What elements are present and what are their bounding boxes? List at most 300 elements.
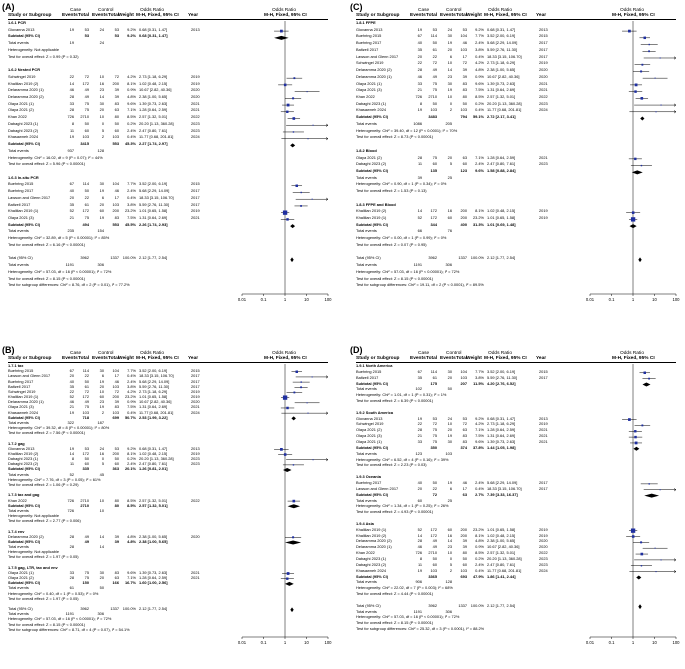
odds-ratio-value: 5.68 [2.29, 14.09] — [139, 378, 170, 384]
case-total: 53 — [432, 415, 437, 421]
table-row — [356, 528, 678, 532]
case-total: 75 — [432, 80, 437, 86]
case-total: 3962 — [428, 255, 437, 261]
case-total: 50 — [432, 100, 437, 106]
case-events: 28 — [69, 93, 74, 99]
control-total: 72 — [114, 388, 119, 394]
study-name: Dabaghi 2023 (2) — [8, 461, 39, 467]
odds-ratio-value: 1.26 [0.81, 2.01] — [139, 466, 168, 472]
year-value: 2017 — [191, 194, 200, 200]
table-row — [356, 250, 678, 254]
study-name: Test for overall effect: Z = 6.39 (P < 0.00001) — [356, 398, 434, 404]
odds-ratio-value: 10.67 [2.82, 40.36] — [487, 73, 520, 79]
study-name: Test for overall effect: Z = 8.73 (P < 0.00001) — [356, 134, 434, 140]
study-name: Test for overall effect: Z = 4.93 (P < 0.00001) — [356, 509, 434, 515]
year-value: 2020 — [191, 87, 200, 93]
study-name: Dabaghi 2023 (2) — [356, 561, 387, 567]
table-row — [8, 483, 330, 487]
case-total: 172 — [82, 450, 89, 456]
table-row — [356, 458, 678, 462]
year-value: 2021 — [539, 154, 548, 160]
weight-value: 100.0% — [122, 255, 136, 261]
table-row — [356, 580, 678, 584]
study-name: Test for overall effect: Z = 4.44 (P < 0.00001) — [356, 591, 434, 597]
control-events: 5 — [101, 127, 104, 133]
study-name: Total (95% CI) — [8, 255, 33, 261]
study-name: Test for overall effect: Z = 2.23 (P = 0.03) — [356, 462, 427, 468]
weight-value: 8.5% — [475, 93, 484, 99]
control-events: 6 — [449, 53, 452, 59]
odds-ratio-value: 1.31 [0.64, 2.69] — [139, 404, 168, 410]
control-total: 200 — [112, 394, 119, 400]
odds-ratio-value: 1.58 [0.88, 2.84] — [487, 167, 516, 173]
control-events: 20 — [99, 383, 104, 389]
control-events: 16 — [447, 532, 452, 538]
study-name: Heterogeneity: Chi² = 0.90, df = 1 (P = 0.34); I² = 0% — [356, 181, 447, 187]
study-name: Heterogeneity: Chi² = 0.00, df = 1 (P = 0.99); I² = 0% — [356, 235, 447, 241]
case-events: 14 — [69, 80, 74, 86]
table-row — [8, 519, 330, 523]
control-total: 39 — [114, 538, 119, 544]
weight-value: 7.7% — [127, 181, 136, 187]
odds-ratio-value: 20.20 [1.13, 360.28] — [487, 555, 522, 561]
case-events: 35 — [417, 46, 422, 52]
study-name: Test for subgroup differences: Chi² = 8.71, df = 4 (P = 0.07), I² = 54.1% — [8, 626, 130, 632]
control-total: 80 — [462, 93, 467, 99]
study-name: Test for overall effect: Z = 7.56 (P < 0.00001) — [8, 430, 86, 436]
table-row — [356, 557, 678, 561]
year-value: 2023 — [191, 461, 200, 467]
weight-value: 4.8% — [127, 538, 136, 544]
study-name: Total events — [356, 262, 377, 268]
case-total: 2710 — [428, 550, 437, 556]
control-total: 39 — [114, 87, 119, 93]
control-total: 83 — [462, 439, 467, 445]
year-value: 2023 — [539, 161, 548, 167]
case-events: 1191 — [65, 611, 74, 617]
case-header: Case — [418, 8, 430, 13]
odds-ratio-value: 1.28 [0.64, 2.59] — [139, 575, 168, 581]
control-events: 6 — [101, 373, 104, 379]
control-events: 20 — [99, 201, 104, 207]
table-row — [356, 493, 678, 497]
or-method-header: M-H, Fixed, 95% CI — [136, 356, 179, 361]
control-events: 2 — [101, 409, 104, 415]
control-total: 53 — [114, 445, 119, 451]
study-name: Total events — [356, 608, 377, 614]
study-name: Subtotal (95% CI) — [8, 414, 40, 420]
table-row — [8, 135, 330, 139]
study-header: Study or Subgroup — [356, 13, 400, 18]
table-row — [356, 182, 678, 186]
study-name: Subtotal (95% CI) — [356, 573, 388, 579]
table-row — [8, 263, 330, 267]
odds-ratio-header: Odds Ratio — [140, 8, 164, 13]
control-events: 30 — [99, 569, 104, 575]
case-events: 28 — [69, 533, 74, 539]
table-row — [8, 189, 330, 193]
odds-ratio-value: 0.68 [0.31, 1.47] — [139, 26, 168, 32]
case-events: 8 — [419, 555, 422, 561]
control-total: 200 — [112, 450, 119, 456]
table-row — [356, 88, 678, 92]
control-events: 306 — [97, 262, 104, 268]
weight-value: 7.5% — [127, 215, 136, 221]
weight-value: 11.5% — [473, 380, 484, 386]
study-header: Study or Subgroup — [8, 356, 52, 361]
year-value: 2024 — [539, 107, 548, 113]
table-row — [8, 75, 330, 79]
control-total: 104 — [460, 368, 467, 374]
year-value: 2015 — [539, 368, 548, 374]
case-total: 60 — [84, 127, 89, 133]
table-row — [8, 540, 330, 544]
control-events: 60 — [99, 394, 104, 400]
weight-value: 4.2% — [127, 73, 136, 79]
study-name: Heterogeneity: Chi² = 39.40, df = 12 (P < 0.0001); I² = 70% — [356, 127, 458, 133]
table-row — [356, 539, 678, 543]
case-total: 22 — [432, 53, 437, 59]
table-row — [356, 499, 678, 503]
table-row — [8, 576, 330, 580]
case-total: 3962 — [80, 255, 89, 261]
study-name: Test for overall effect: Z = 1.97 (P = 0.05) — [8, 595, 79, 601]
control-events: 23 — [99, 87, 104, 93]
table-row — [356, 135, 678, 139]
control-events: 5 — [449, 561, 452, 567]
case-events: 11 — [417, 561, 422, 567]
weight-value: 45.5% — [124, 221, 136, 227]
table-row — [356, 216, 678, 220]
study-name: Heterogeneity: Chi² = 57.03, df = 16 (P < 0.00001); I² = 72% — [8, 616, 112, 622]
table-row — [356, 189, 678, 193]
table-row — [8, 203, 330, 207]
odds-ratio-value: 0.68 [0.31, 1.47] — [139, 445, 168, 451]
year-value: 2022 — [191, 497, 200, 503]
control-total: 83 — [114, 404, 119, 410]
study-name: Khalilian 2019 (2) — [8, 80, 39, 86]
year-value: 2013 — [191, 26, 200, 32]
year-value: 2023 — [539, 561, 548, 567]
weight-value: 2.4% — [127, 127, 136, 133]
case-events: 52 — [69, 208, 74, 214]
study-name: Schwingel 2019 — [8, 73, 36, 79]
odds-ratio-value: 2.12 [1.77, 2.54] — [139, 606, 168, 612]
control-total: 699 — [112, 414, 119, 420]
study-name: Total events — [8, 262, 29, 268]
table-row — [8, 196, 330, 200]
year-value: 2022 — [539, 93, 548, 99]
odds-ratio-header: Odds Ratio — [488, 8, 512, 13]
case-events: 937 — [67, 147, 74, 153]
weight-value: 0.2% — [475, 100, 484, 106]
study-name: Total events — [8, 40, 29, 46]
case-events: 19 — [69, 409, 74, 415]
plot-odds-ratio-header: Odds Ratio — [620, 351, 644, 356]
case-total: 114 — [430, 368, 437, 374]
x-axis-tick-label: 0.01 — [585, 639, 595, 645]
table-row — [8, 436, 330, 440]
case-events: 726 — [67, 114, 74, 120]
odds-ratio-value: 4.20 [2.76, 6.52] — [487, 380, 516, 386]
case-events: 40 — [69, 188, 74, 194]
case-events: 19 — [417, 415, 422, 421]
control-total: 50 — [462, 100, 467, 106]
study-name: Olaya 2021 (1) — [8, 100, 34, 106]
odds-ratio-value: 18.33 [3.15, 106.70] — [487, 53, 522, 59]
control-total: 1337 — [458, 602, 467, 608]
odds-ratio-value: 3.52 [2.00, 6.19] — [487, 33, 516, 39]
study-name: Khan 2022 — [8, 114, 27, 120]
control-events: 205 — [445, 120, 452, 126]
study-name: Heterogeneity: Chi² = 32.89, df = 5 (P < 0.00001); I² = 85% — [8, 235, 110, 241]
weight-value: 3.8% — [127, 383, 136, 389]
table-row — [8, 243, 330, 247]
study-name: Schwingel 2019 — [8, 388, 36, 394]
year-value: 2017 — [539, 479, 548, 485]
table-row — [356, 55, 678, 59]
case-events: 1191 — [65, 262, 74, 268]
case-events: 19 — [69, 445, 74, 451]
odds-ratio-value: 2.12 [1.77, 2.54] — [139, 255, 168, 261]
case-total: 3483 — [428, 114, 437, 120]
control-total: 39 — [114, 533, 119, 539]
case-events: 1086 — [413, 120, 422, 126]
case-total-header: Total — [78, 356, 90, 361]
table-row — [356, 516, 678, 520]
weight-value: 16.7% — [124, 580, 136, 586]
weight-value: 8.1% — [127, 80, 136, 86]
case-total: 72 — [432, 491, 437, 497]
case-total: 49 — [84, 87, 89, 93]
weight-value: 23.2% — [124, 208, 136, 214]
study-name: Buehring 2017 — [356, 479, 382, 485]
table-row — [356, 475, 678, 479]
case-events: 46 — [69, 87, 74, 93]
weight-value: 59.1% — [472, 114, 484, 120]
table-row — [356, 176, 678, 180]
control-total: 39 — [462, 67, 467, 73]
study-name: Olaya 2021 (2) — [356, 154, 382, 160]
study-name: Heterogeneity: Chi² = 1.34, df = 1 (P = 0.25); I² = 26% — [356, 503, 449, 509]
study-name: Khasawneh 2024 — [356, 107, 387, 113]
case-total-header: Total — [78, 13, 90, 18]
year-value: 2019 — [539, 215, 548, 221]
case-events: 102 — [415, 386, 422, 392]
control-events: 30 — [447, 368, 452, 374]
weight-value: 0.4% — [475, 53, 484, 59]
control-total: 103 — [112, 134, 119, 140]
control-events: 14 — [99, 544, 104, 550]
weight-value: 0.4% — [127, 409, 136, 415]
study-name: Heterogeneity: Chi² = 39.32, df = 8 (P < 0.00001); I² = 80% — [8, 425, 110, 431]
weight-value: 4.8% — [475, 67, 484, 73]
case-events: 11 — [69, 127, 74, 133]
case-events: 19 — [69, 26, 74, 32]
odds-ratio-value: 1.28 [0.64, 2.59] — [487, 154, 516, 160]
year-value: 2020 — [539, 538, 548, 544]
table-row — [356, 68, 678, 72]
weight-value: 3.8% — [475, 374, 484, 380]
case-events: 28 — [417, 154, 422, 160]
year-value: 2020 — [539, 544, 548, 550]
case-total: 53 — [84, 26, 89, 32]
year-value: 2017 — [539, 485, 548, 491]
odds-ratio-value: 11.77 [0.68, 201.81] — [487, 567, 522, 573]
study-name: Delaramma 2020 (2) — [8, 533, 44, 539]
control-total: 63 — [462, 427, 467, 433]
table-row — [8, 566, 330, 570]
control-total: 53 — [462, 26, 467, 32]
case-total: 718 — [82, 414, 89, 420]
case-events: 46 — [417, 73, 422, 79]
year-value: 2021 — [191, 107, 200, 113]
table-row — [8, 530, 330, 534]
odds-ratio-value: 1.39 [0.73, 2.63] — [487, 80, 516, 86]
case-total-header: Total — [426, 13, 438, 18]
study-name: Test for subgroup differences: Chi² = 8.76, df = 2 (P = 0.01), I² = 77.2% — [8, 282, 130, 288]
weight-value: 8.5% — [475, 550, 484, 556]
control-events: 19 — [99, 404, 104, 410]
x-axis-tick-label: 10 — [304, 296, 309, 302]
odds-ratio-value: 2.38 [1.00, 5.65] — [487, 67, 516, 73]
case-events: 21 — [69, 404, 74, 410]
odds-ratio-value: 2.38 [1.00, 5.65] — [139, 93, 168, 99]
odds-ratio-value: 2.53 [1.99, 3.22] — [139, 414, 168, 420]
table-row — [356, 387, 678, 391]
case-events: 67 — [417, 33, 422, 39]
control-total: 39 — [114, 399, 119, 405]
table-row — [356, 277, 678, 281]
study-name: Subtotal (95% CI) — [8, 538, 40, 544]
table-row — [356, 434, 678, 438]
table-row — [8, 182, 330, 186]
case-total: 50 — [432, 479, 437, 485]
year-value: 2015 — [539, 33, 548, 39]
table-row — [356, 156, 678, 160]
weight-value: 7.1% — [475, 427, 484, 433]
year-value: 2024 — [191, 409, 200, 415]
study-name: Buehring 2015 — [8, 181, 34, 187]
study-name: Dabaghi 2023 (2) — [8, 127, 39, 133]
study-name: Dabaghi 2023 (1) — [356, 100, 387, 106]
year-value: 2020 — [191, 533, 200, 539]
control-total: 63 — [114, 107, 119, 113]
case-total: 53 — [432, 26, 437, 32]
control-total: 104 — [112, 368, 119, 374]
study-header: Study or Subgroup — [8, 13, 52, 18]
control-events: 10 — [99, 507, 104, 513]
case-events: 21 — [417, 87, 422, 93]
control-total: 83 — [114, 100, 119, 106]
weight-value: 9.2% — [127, 445, 136, 451]
table-row — [8, 108, 330, 112]
case-total: 49 — [432, 67, 437, 73]
study-name: Total events — [356, 579, 377, 585]
control-events: 10 — [447, 421, 452, 427]
odds-ratio-value: 20.20 [1.13, 360.28] — [487, 100, 522, 106]
case-total: 50 — [432, 40, 437, 46]
control-events: 24 — [447, 26, 452, 32]
case-events: 35 — [417, 374, 422, 380]
control-events: 19 — [447, 433, 452, 439]
case-events: 726 — [67, 507, 74, 513]
study-name: Heterogeneity: Chi² = 6.52, df = 4 (P = 0.16); I² = 39% — [356, 456, 449, 462]
odds-ratio-value: 2.57 [1.32, 5.01] — [139, 497, 168, 503]
table-row — [356, 115, 678, 119]
table-row — [8, 156, 330, 160]
study-name: Subtotal (95% CI) — [8, 141, 40, 147]
study-name: 1.7.3 tax and gag — [8, 492, 40, 498]
year-header: Year — [188, 356, 199, 361]
study-name: 1.9.3 Oceania — [356, 474, 381, 480]
odds-ratio-value: 1.39 [0.73, 2.63] — [487, 439, 516, 445]
odds-ratio-value: 3.52 [2.00, 6.19] — [487, 368, 516, 374]
case-total: 172 — [82, 208, 89, 214]
x-axis-tick-label: 100 — [672, 639, 680, 645]
table-row — [8, 277, 330, 281]
table-row — [356, 223, 678, 227]
control-events: 20 — [447, 374, 452, 380]
weight-value: 2.4% — [475, 561, 484, 567]
table-row — [356, 510, 678, 514]
year-value: 2022 — [191, 114, 200, 120]
study-name: Buehring 2015 — [356, 33, 382, 39]
odds-ratio-value: 1.02 [0.48, 2.15] — [487, 532, 516, 538]
case-events: 8 — [71, 120, 74, 126]
table-row — [8, 524, 330, 528]
control-total: 50 — [462, 555, 467, 561]
study-name: Olaya 2021 (3) — [356, 87, 382, 93]
table-row — [356, 610, 678, 614]
control-events: 19 — [447, 40, 452, 46]
year-value: 2023 — [539, 555, 548, 561]
weight-value: 0.9% — [475, 544, 484, 550]
case-total: 61 — [84, 383, 89, 389]
control-events: 14 — [447, 538, 452, 544]
odds-ratio-value: 7.39 [3.33, 16.37] — [487, 491, 518, 497]
study-name: Total events — [8, 471, 29, 477]
case-total: 172 — [82, 80, 89, 86]
table-row — [356, 592, 678, 596]
study-name: Heterogeneity: Chi² = 22.02, df = 7 (P = 0.003); I² = 68% — [356, 585, 453, 591]
odds-ratio-value: 5.59 [2.76, 11.30] — [139, 383, 169, 389]
year-value: 2017 — [191, 373, 200, 379]
study-name: 1.7.4 env — [8, 528, 25, 534]
control-total: 83 — [462, 433, 467, 439]
case-total: 49 — [84, 533, 89, 539]
study-name: Heterogeneity: Chi² = 57.03, df = 16 (P < 0.00001); I² = 72% — [8, 268, 112, 274]
weight-value: 7.1% — [127, 575, 136, 581]
study-name: Test for subgroup differences: Chi² = 25.32, df = 3 (P < 0.0001), I² = 88.2% — [356, 626, 485, 632]
odds-ratio-value: 2.73 [1.18, 6.29] — [487, 60, 516, 66]
weight-value: 23.2% — [472, 215, 484, 221]
table-row — [356, 399, 678, 403]
table-row — [8, 462, 330, 466]
study-name: Baltzell 2017 — [356, 374, 379, 380]
control-total: 1337 — [458, 255, 467, 261]
study-name: 1.9.1 North America — [356, 363, 393, 368]
study-name: Schwingel 2019 — [356, 60, 384, 66]
control-events: 5 — [449, 161, 452, 167]
study-name: Khalilian 2019 (2) — [356, 208, 387, 214]
control-events: 19 — [99, 188, 104, 194]
study-name: Total events — [356, 497, 377, 503]
control-total: 374 — [460, 444, 467, 450]
case-total: 49 — [432, 544, 437, 550]
odds-ratio-value: 20.20 [1.13, 360.28] — [139, 120, 174, 126]
control-events-header: Events — [92, 13, 108, 18]
